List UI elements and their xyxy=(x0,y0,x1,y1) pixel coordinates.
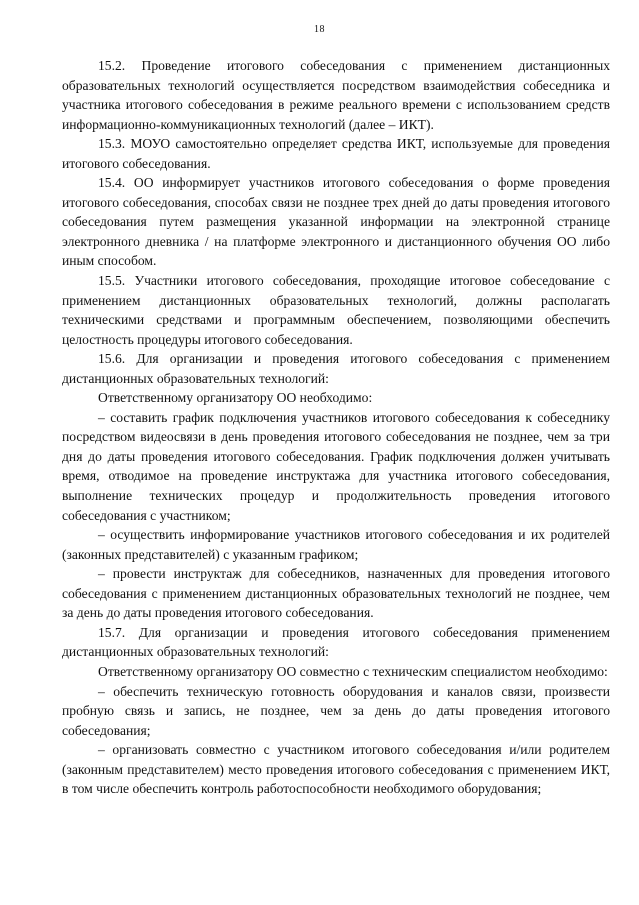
paragraph-15-2: 15.2. Проведение итогового собеседования с применением дистанционных образовательных технологий осуществляется посредством взаимодействия собеседника и участника итогового собеседования в режиме реального времени с использованием средств информационно-коммуникационных технологий (далее – ИКТ). xyxy=(62,58,610,132)
list-item-readiness: – обеспечить техническую готовность оборудования и каналов связи, произвести пробную связь и запись, не позднее, чем за день до даты проведения итогового собеседования; xyxy=(62,683,610,738)
paragraph-15-3: 15.3. МОУО самостоятельно определяет средства ИКТ, используемые для проведения итогового собеседования. xyxy=(62,136,610,171)
paragraph-15-4: 15.4. ОО информирует участников итогового собеседования о форме проведения итогового собеседования, способах связи не позднее трех дней до даты проведения итогового собеседования путем размещения указанной информации на электронной странице электронного дневника / на платформе электронного и дистанционного обучения ОО либо иным способом. xyxy=(62,175,610,269)
list-item-inform: – осуществить информирование участников итогового собеседования и их родителей (законных представителей) с указанным графиком; xyxy=(62,527,610,562)
paragraph-15-7-organizer: Ответственному организатору ОО совместно с техническим специалистом необходимо: xyxy=(98,663,608,679)
paragraph-15-6-organizer: Ответственному организатору ОО необходимо: xyxy=(98,390,373,406)
document-body xyxy=(62,56,610,799)
page-number: 18 xyxy=(314,24,325,35)
list-item-schedule: – составить график подключения участников итогового собеседования к собеседнику посредством видеосвязи в день проведения итогового собеседования не позднее, чем за три дня до даты проведения итогового собеседования. График подключения должен учитывать время, отводимое на проведение инструктажа для участника итогового собеседования, выполнение технических процедур и продолжительность проведения итогового собеседования с участником; xyxy=(62,409,610,523)
paragraph-15-7: 15.7. Для организации и проведения итогового собеседования применением дистанционных образовательных технологий: xyxy=(62,624,610,660)
list-item-organize-place: – организовать совместно с участником итогового собеседования и/или родителем (законным представителем) место проведения итогового собеседования с применением ИКТ, в том числе обеспечить контроль работоспособности необходимого оборудования; xyxy=(62,742,610,797)
list-item-instruct: – провести инструктаж для собеседников, назначенных для проведения итогового собеседования с применением дистанционных образовательных технологий не позднее, чем за день до даты проведения итогового собеседования. xyxy=(62,566,610,621)
paragraph-15-6: 15.6. Для организации и проведения итогового собеседования с применением дистанционных образовательных технологий: xyxy=(62,351,610,386)
paragraph-15-5: 15.5. Участники итогового собеседования, проходящие итоговое собеседование с применением дистанционных образовательных технологий, должны располагать техническими средствами и программным обеспечением, позволяющими обеспечить целостность процедуры итогового собеседования. xyxy=(62,273,610,347)
